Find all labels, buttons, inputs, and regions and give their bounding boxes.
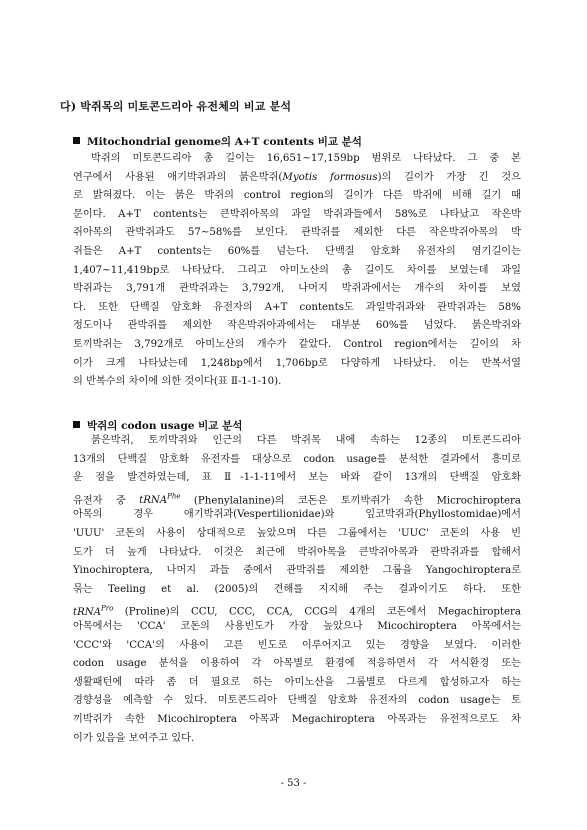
page-number: - 53 - (280, 778, 307, 789)
subsection-title-codon-usage (73, 418, 242, 433)
section-heading: 다) 박쥐목의 미토콘드리아 유전체의 비교 분석 (60, 100, 292, 113)
paragraph-codon-usage (73, 432, 521, 748)
text-line: 'UUU' 코돈의 사용이 상대적으로 높았으며 다른 그룹에서는 'UUC' 코돈의 사용 빈 (73, 527, 521, 539)
text-line: 이가 있음을 보여주고 있다. (73, 732, 195, 744)
text-line: 연구에서 사용된 애기박쥐과의 붉은박쥐(Myotis formosus)의 길이가 가장 긴 것으 (73, 171, 521, 183)
text-line: 박쥐의 미토콘드리아 총 길이는 16,651~17,159bp 범위로 나타났다. 그 중 본 (91, 153, 521, 164)
text-line: 운 점을 발견하였는데, 표 Ⅱ-1-1-11에서 보는 바와 같이 13개의 단백질 암호화 (73, 472, 521, 484)
text-line: 붉은박쥐, 토끼박쥐와 인근의 다른 박쥐목 내에 속하는 12종의 미토콘드리아 (91, 435, 521, 446)
text-line: 유전자 중 tRNA$^{Phe}$ (Phenylalanine)의 코돈은 토끼박쥐가 속한 Microchiroptera (73, 492, 521, 507)
text-line: 묶는 Teeling et al. (2005)의 견해를 지지해 주는 결과이기도 하다. 또한 (73, 583, 521, 595)
text-line: 도가 더 높게 나타났다. 이것은 최근에 박쥐아목을 큰박쥐아목과 관박쥐과를 합해서 (73, 546, 521, 558)
text-line: 경향성을 예측할 수 있다. 미토콘드리아 단백질 암호화 유전자의 codon usage는 토 (73, 695, 521, 707)
text-line: 의 반복수의 차이에 의한 것이다(표 Ⅱ-1-1-10). (73, 376, 282, 388)
subsection-title-at-contents (73, 134, 362, 149)
text-line: 박쥐과는 3,791개 관박쥐과는 3,792개, 나머지 박쥐과에서는 개수의 차이를 보였 (73, 283, 521, 295)
text-line: 문이다. A+T contents는 큰박쥐아목의 과일 박쥐과들에서 58%로 나타났고 작은박 (73, 208, 521, 220)
text-line: 다. 또한 단백질 암호화 유전자의 A+T contents도 과일박쥐과와 관박쥐과는 58% (73, 301, 521, 313)
text-line: 'CCC'와 'CCA'의 사용이 고른 빈도로 이루어지고 있는 경향을 보였다. 이러한 (73, 639, 521, 651)
text-line: 1,407~11,419bp로 나타났다. 그리고 아미노산의 총 길이도 차이를 보였는데 과일 (73, 264, 521, 276)
text-line: 생활패턴에 따라 좀 더 필요로 하는 아미노산을 그룹별로 다르게 합성하고자 하는 (73, 676, 521, 688)
subsection-title-text: 박쥐의 codon usage 비교 분석 (87, 420, 243, 432)
paragraph-at-contents (73, 150, 521, 392)
text-line: 정도이나 관박쥐를 제외한 작은박쥐아과에서는 대부분 60%를 넘었다. 붉은박쥐와 (73, 320, 521, 332)
subsection-title-text: Mitochondrial genome의 A+T contents 비교 분석 (87, 136, 362, 148)
text-line: 로 밝혀졌다. 이는 붉은 박쥐의 control region의 길이가 다른 박쥐에 비해 길기 때 (73, 190, 521, 202)
text-line: 토끼박쥐는 3,792개로 아미노산의 개수가 같았다. Control region에서는 길이의 차 (73, 338, 521, 350)
text-line: 아목에서는 'CCA' 코돈의 사용빈도가 가장 높았으나 Micochiroptera 아목에서는 (73, 620, 521, 632)
square-bullet-icon (73, 137, 80, 144)
text-line: 끼박쥐가 속한 Micochiroptera 아목과 Megachiroptera 아목과는 유전적으로도 차 (73, 713, 521, 725)
text-line: 13개의 단백질 암호화 유전자를 대상으로 codon usage를 분석한 결과에서 흥미로 (73, 453, 521, 465)
text-line: 쥐들은 A+T contents는 60%를 넘는다. 단백질 암호화 유전자의 염기길이는 (73, 245, 521, 257)
text-line: 이가 크게 나타났는데 1,248bp에서 1,706bp로 다양하게 나타났다. 이는 반복서열 (73, 357, 521, 369)
text-line: Yinochiroptera, 나머지 과들 중에서 관박쥐를 제외한 그룹을 Yangochiroptera로 (73, 565, 521, 577)
text-line: tRNA$^{Pro}$ (Proline)의 CCU, CCC, CCA, CCG의 4개의 코돈에서 Megachiroptera (73, 604, 521, 618)
text-line: 쥐아목의 관박쥐과도 57~58%를 보인다. 관박쥐를 제외한 다른 작은박쥐아목의 박 (73, 227, 521, 239)
text-line: 아목의 경우 애기박쥐과(Vespertilionidae)와 잎코박쥐과(Phyllostomidae)에서 (73, 509, 521, 521)
square-bullet-icon (73, 421, 80, 428)
text-line: codon usage 분석을 이용하여 각 아목별로 환경에 적응하면서 각 서식환경 또는 (73, 658, 521, 670)
